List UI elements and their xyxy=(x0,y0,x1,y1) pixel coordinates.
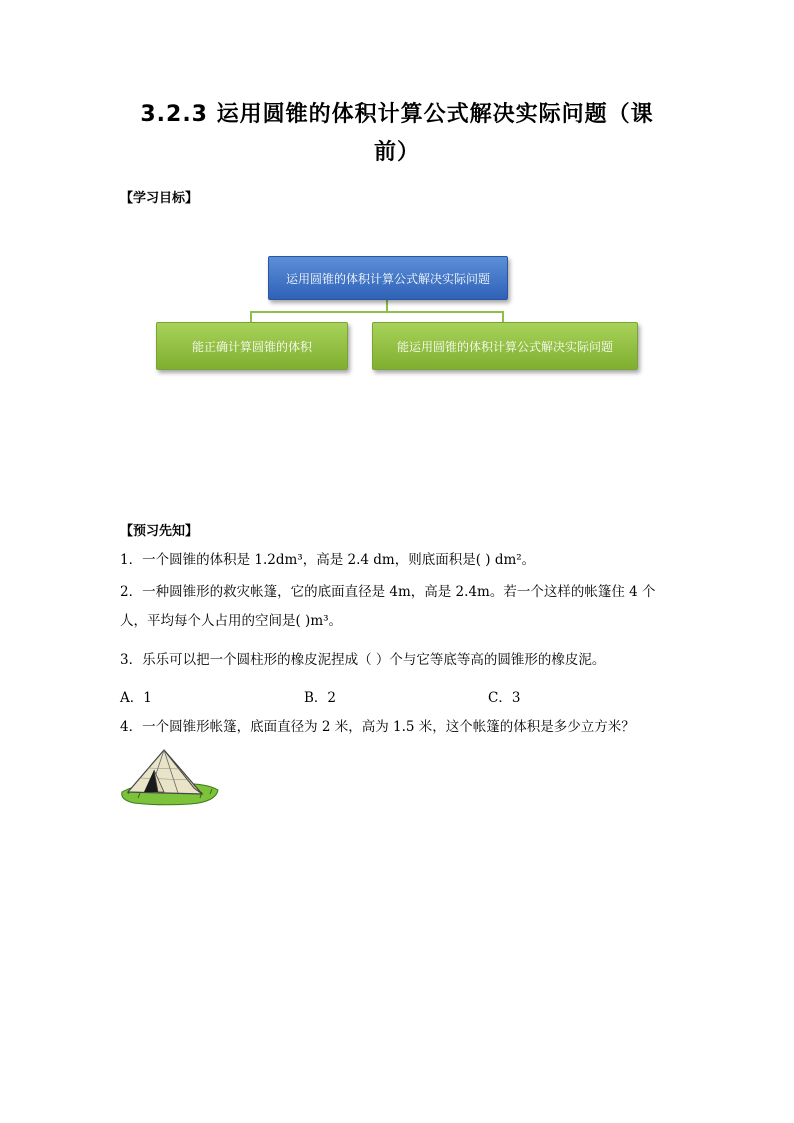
option-a: A．1 xyxy=(120,690,152,706)
diagram-box-right-label: 能运用圆锥的体积计算公式解决实际问题 xyxy=(396,339,613,354)
tent-icon xyxy=(120,748,220,806)
diagram-box-top-label: 运用圆锥的体积计算公式解决实际问题 xyxy=(285,271,490,286)
preview-heading: 【预习先知】 xyxy=(120,524,199,539)
title-line-2: 前） xyxy=(373,140,420,165)
question-2-line-2: 人，平均每个人占用的空间是( )m³。 xyxy=(120,613,343,629)
diagram-box-top xyxy=(268,256,508,300)
goals-heading: 【学习目标】 xyxy=(120,191,199,206)
question-1: 1．一个圆锥的体积是 1.2dm³，高是 2.4 dm，则底面积是( ) dm²。 xyxy=(120,552,536,568)
question-4: 4．一个圆锥形帐篷，底面直径为 2 米，高为 1.5 米，这个帐篷的体积是多少立方米？ xyxy=(120,719,635,735)
diagram-box-right xyxy=(372,322,638,370)
title-line-1: 3.2.3 运用圆锥的体积计算公式解决实际问题（课 xyxy=(140,102,654,127)
option-b: B．2 xyxy=(304,690,337,706)
diagram-box-left xyxy=(156,322,348,370)
question-3: 3．乐乐可以把一个圆柱形的橡皮泥捏成（ ）个与它等底等高的圆锥形的橡皮泥。 xyxy=(120,652,606,668)
question-2-line-1: 2．一种圆锥形的救灾帐篷，它的底面直径是 4m，高是 2.4m。若一个这样的帐篷住 4 个 xyxy=(120,584,656,600)
diagram-box-left-label: 能正确计算圆锥的体积 xyxy=(191,339,312,354)
option-c: C．3 xyxy=(488,690,521,706)
